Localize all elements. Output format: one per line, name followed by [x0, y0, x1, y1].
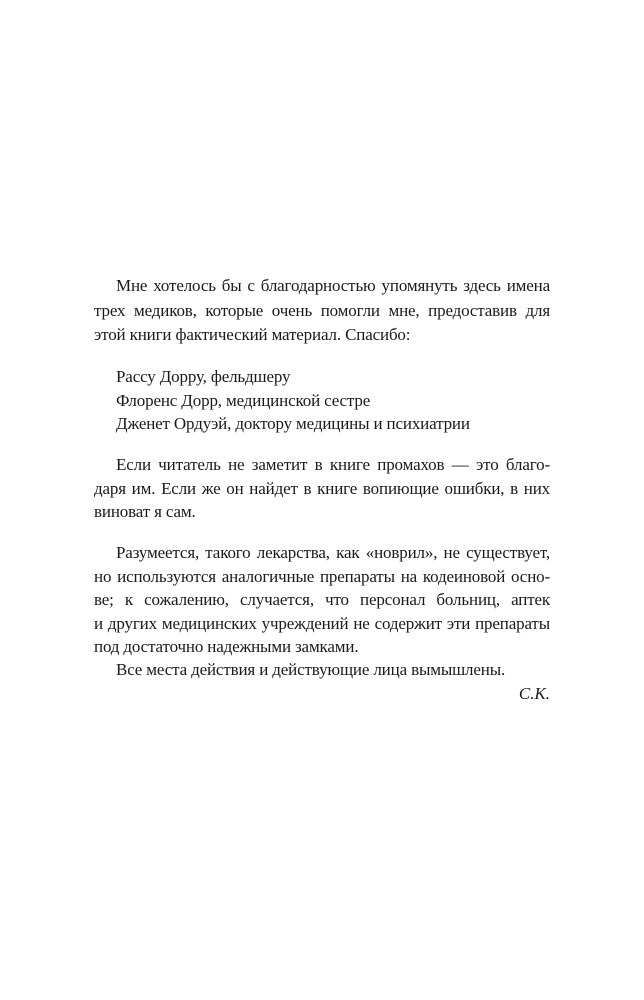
thanks-line-1: Мне хотелось бы с благодарностью упомянуть здесь имена: [116, 276, 550, 295]
disclaimer-line-1: Разумеется, такого лекарства, как «новрил», не существует,: [116, 543, 550, 562]
author-signature: С.К.: [518, 684, 550, 703]
mistakes-line-2: даря им. Если же он найдет в книге вопиющие ошибки, в них: [94, 479, 550, 498]
disclaimer-line-3: ве; к сожалению, случается, что персонал больниц, аптек: [94, 590, 550, 609]
mistakes-line-1: Если читатель не заметит в книге промахов — это благо-: [116, 455, 550, 474]
thanks-line-2: трех медиков, которые очень помогли мне, предоставив для: [94, 301, 550, 320]
disclaimer-line-2: но используются аналогичные препараты на кодеиновой осно-: [94, 567, 550, 586]
name-line-1: Рассу Дорру, фельдшеру: [116, 367, 291, 386]
name-line-2: Флоренс Дорр, медицинской сестре: [116, 391, 371, 410]
mistakes-line-3: виноват я сам.: [94, 502, 196, 521]
thanks-line-3: этой книги фактический материал. Спасибо:: [94, 325, 411, 344]
disclaimer-line-4: и других медицинских учреждений не содержит эти препараты: [94, 614, 550, 633]
disclaimer-line-5: под достаточно надежными замками.: [94, 637, 359, 656]
fiction-statement: Все места действия и действующие лица вымышлены.: [116, 660, 506, 679]
name-line-3: Дженет Ордуэй, доктору медицины и психиатрии: [116, 414, 470, 433]
